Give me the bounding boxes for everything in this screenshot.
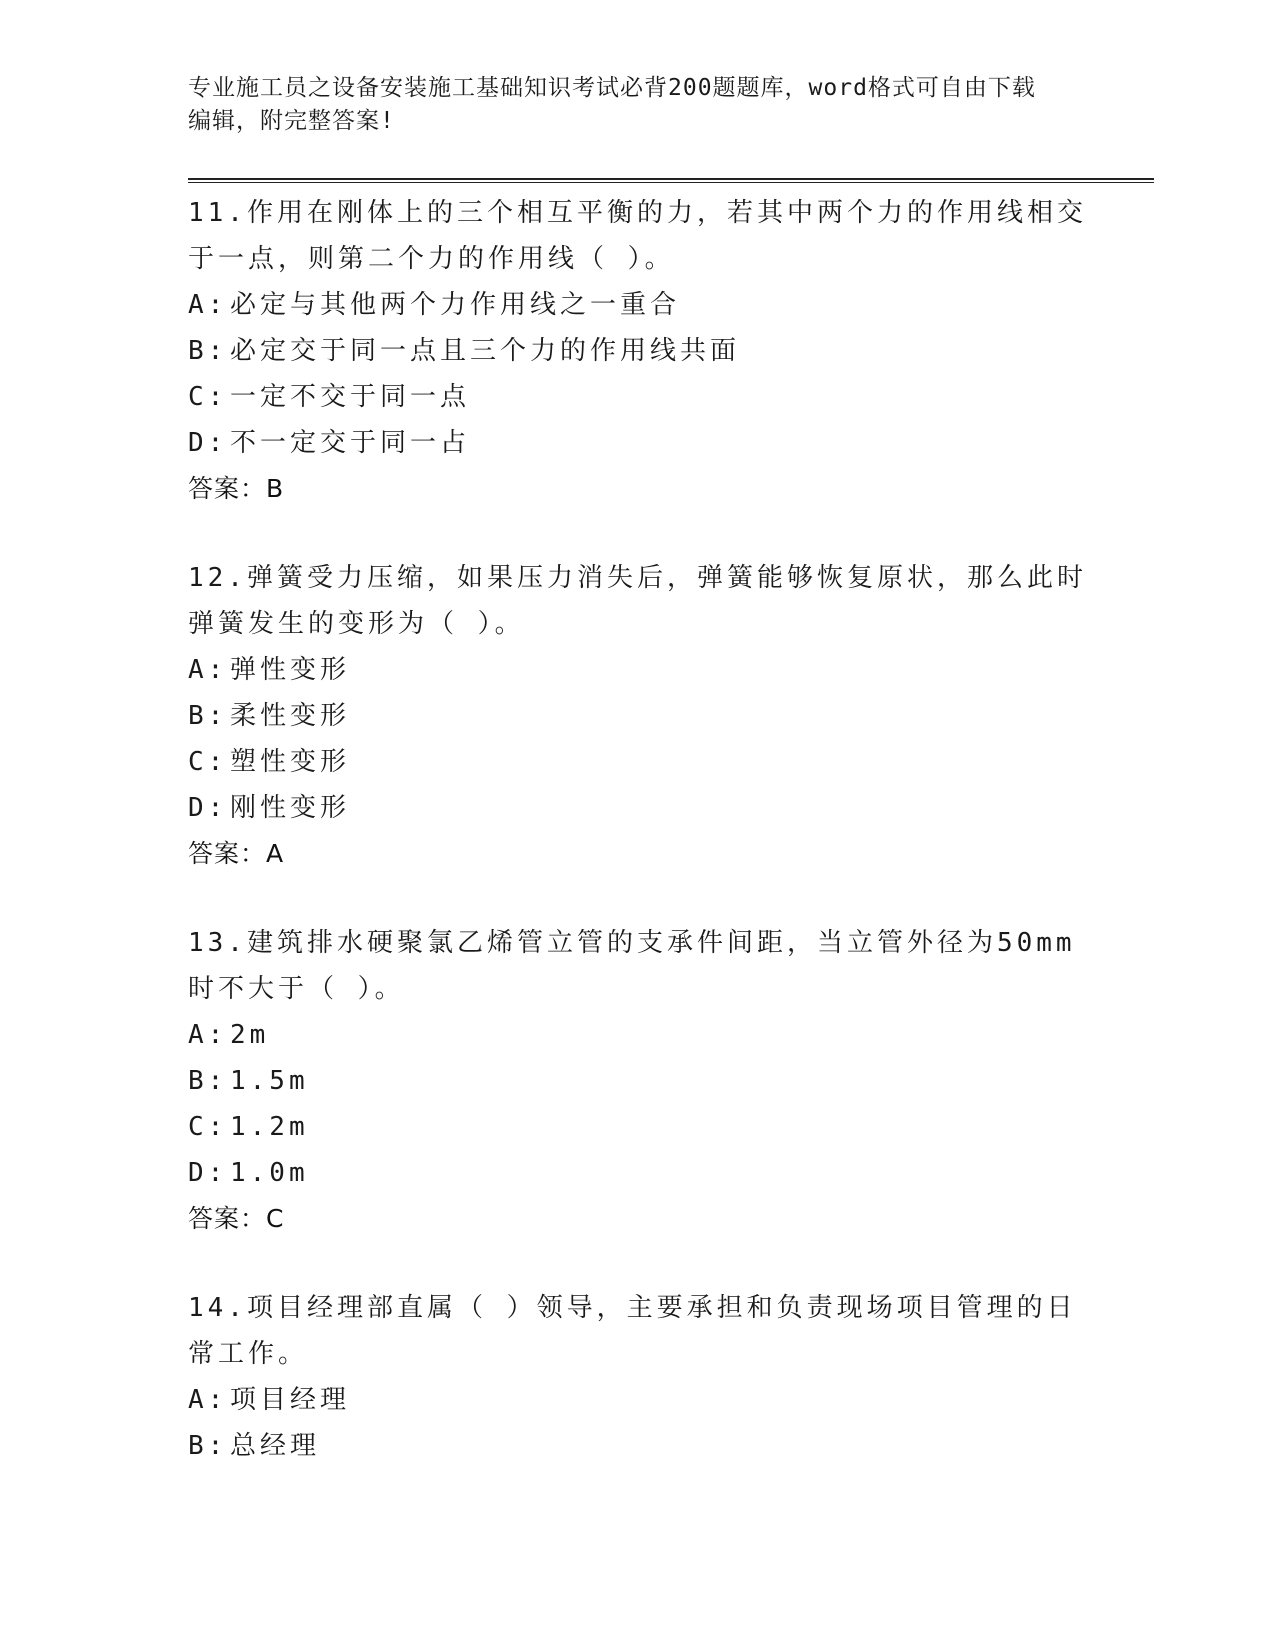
option-text: 塑性变形 <box>230 747 351 777</box>
option-text: 一定不交于同一点 <box>230 382 471 412</box>
answer-key: 答案：A <box>188 839 285 868</box>
option-letter: B: <box>188 701 228 731</box>
option-d <box>188 420 1088 466</box>
option-b <box>188 328 1088 374</box>
option-letter: A: <box>188 290 228 320</box>
option-a <box>188 1377 1088 1423</box>
option-text: 刚性变形 <box>230 793 351 823</box>
option-text: 1.0m <box>230 1158 309 1188</box>
option-text: 弹性变形 <box>230 655 351 685</box>
option-letter: A: <box>188 1020 228 1050</box>
answer-key: 答案：B <box>188 474 285 503</box>
option-b <box>188 1058 1088 1104</box>
question-list <box>188 190 1088 1512</box>
option-letter: B: <box>188 336 228 366</box>
question-stem: 11.作用在刚体上的三个相互平衡的力，若其中两个力的作用线相交于一点，则第二个力的作用线（ ）。 <box>188 198 1087 274</box>
option-letter: A: <box>188 1385 228 1415</box>
option-text: 柔性变形 <box>230 701 351 731</box>
question-13 <box>188 920 1088 1242</box>
option-letter: A: <box>188 655 228 685</box>
option-b <box>188 1423 1088 1469</box>
option-c <box>188 739 1088 785</box>
question-stem: 14.项目经理部直属（ ）领导，主要承担和负责现场项目管理的日常工作。 <box>188 1293 1077 1369</box>
option-letter: D: <box>188 1158 228 1188</box>
option-letter: B: <box>188 1431 228 1461</box>
option-text: 项目经理 <box>230 1385 351 1415</box>
option-c <box>188 374 1088 420</box>
option-a <box>188 647 1088 693</box>
option-text: 不一定交于同一占 <box>230 428 471 458</box>
option-text: 必定交于同一点且三个力的作用线共面 <box>230 336 741 366</box>
option-letter: D: <box>188 793 228 823</box>
header-divider <box>188 178 1154 183</box>
option-letter: C: <box>188 382 228 412</box>
question-stem: 13.建筑排水硬聚氯乙烯管立管的支承件间距，当立管外径为50mm时不大于（ ）。 <box>188 928 1076 1004</box>
option-letter: C: <box>188 747 228 777</box>
option-d <box>188 1150 1088 1196</box>
question-stem: 12.弹簧受力压缩，如果压力消失后，弹簧能够恢复原状，那么此时弹簧发生的变形为（ ）。 <box>188 563 1087 639</box>
question-12 <box>188 555 1088 877</box>
option-text: 2m <box>230 1020 270 1050</box>
option-letter: C: <box>188 1112 228 1142</box>
option-d <box>188 785 1088 831</box>
option-text: 必定与其他两个力作用线之一重合 <box>230 290 681 320</box>
option-c <box>188 1104 1088 1150</box>
option-text: 1.5m <box>230 1066 309 1096</box>
option-letter: B: <box>188 1066 228 1096</box>
option-text: 总经理 <box>230 1431 321 1461</box>
option-letter: D: <box>188 428 228 458</box>
option-a <box>188 282 1088 328</box>
header-title-line-2: 编辑，附完整答案! <box>188 108 395 134</box>
option-b <box>188 693 1088 739</box>
answer-key: 答案：C <box>188 1204 285 1233</box>
question-11 <box>188 190 1088 512</box>
question-14 <box>188 1285 1088 1469</box>
document-header <box>188 72 1088 138</box>
option-a <box>188 1012 1088 1058</box>
header-title-line-1: 专业施工员之设备安装施工基础知识考试必背200题题库，word格式可自由下载 <box>188 75 1036 101</box>
option-text: 1.2m <box>230 1112 309 1142</box>
